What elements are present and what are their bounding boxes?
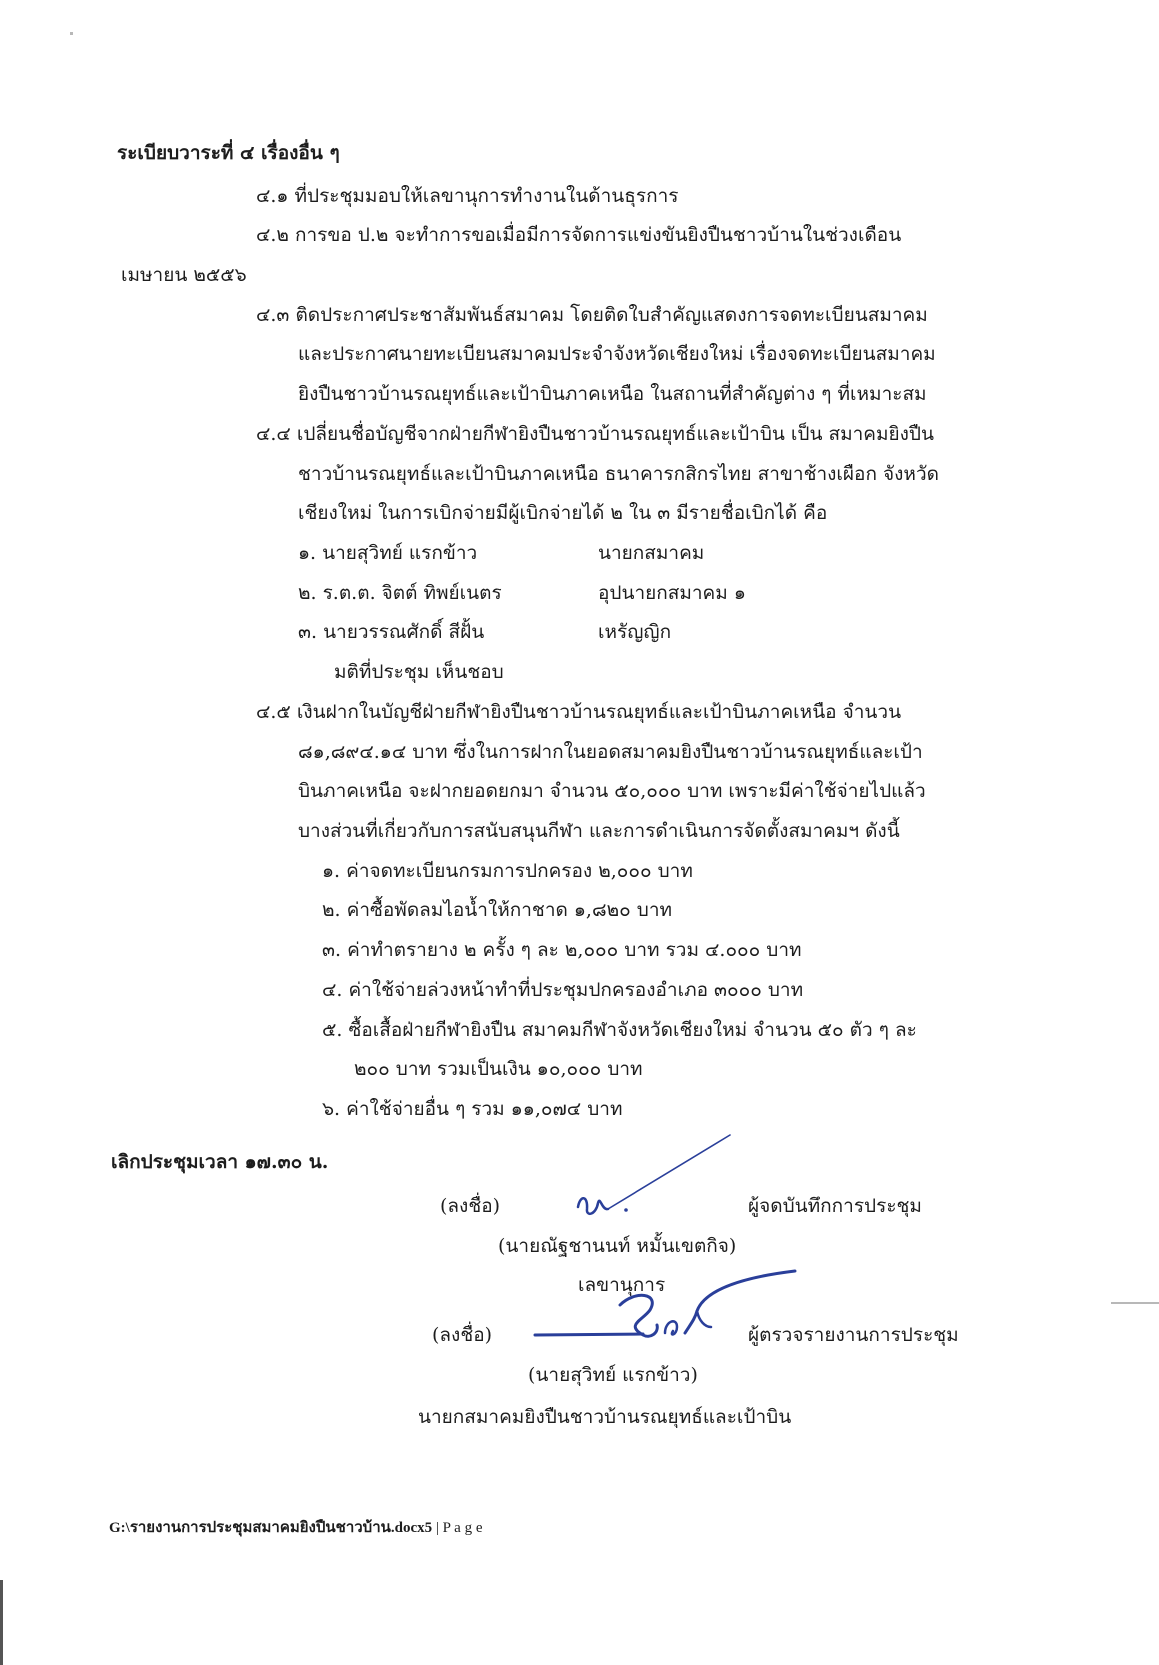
item-4-3-line1: ๔.๓ ติดประกาศประชาสัมพันธ์สมาคม โดยติดใบสำคัญแสดงการจดทะเบียนสมาคม — [256, 304, 928, 326]
recorder-signature — [560, 1125, 740, 1225]
meeting-closing-time: เลิกประชุมเวลา ๑๗.๓๐ น. — [111, 1151, 329, 1173]
recorder-name: (นายณัฐชานนท์ หมั้นเขตกิจ) — [498, 1235, 737, 1257]
agenda-heading: ระเบียบวาระที่ ๔ เรื่องอื่น ๆ — [117, 142, 340, 164]
item-4-5-line2: ๘๑,๘๙๔.๑๔ บาท ซึ่งในการฝากในยอดสมาคมยิงปืนชาวบ้านรณยุทธ์และเป้า — [298, 741, 923, 763]
item-4-4-line2: ชาวบ้านรณยุทธ์และเป้าบินภาคเหนือ ธนาคารกสิกรไทย สาขาช้างเผือก จังหวัด — [298, 463, 939, 485]
reviewer-name: (นายสุวิทย์ แรกข้าว) — [528, 1364, 698, 1386]
scan-speck — [70, 32, 73, 35]
signer-name: ๑. นายสุวิทย์ แรกข้าว — [298, 542, 478, 564]
item-4-5-line1: ๔.๕ เงินฝากในบัญชีฝ่ายกีฬายิงปืนชาวบ้านรณยุทธ์และเป้าบินภาคเหนือ จำนวน — [256, 701, 902, 723]
item-4-3-line3: ยิงปืนชาวบ้านรณยุทธ์และเป้าบินภาคเหนือ ในสถานที่สำคัญต่าง ๆ ที่เหมาะสม — [298, 383, 927, 405]
item-4-2-line1: ๔.๒ การขอ ป.๒ จะทำการขอเมื่อมีการจัดการแข่งขันยิงปืนชาวบ้านในช่วงเดือน — [256, 224, 902, 246]
expense-item: ๓. ค่าทำตรายาง ๒ ครั้ง ๆ ละ ๒,๐๐๐ บาท รวม ๔.๐๐๐ บาท — [322, 939, 802, 961]
item-4-5-line4: บางส่วนที่เกี่ยวกับการสนับสนุนกีฬา และการดำเนินการจัดตั้งสมาคมฯ ดังนี้ — [298, 820, 900, 842]
item-4-4-line3: เชียงใหม่ ในการเบิกจ่ายมีผู้เบิกจ่ายได้ ๒ ใน ๓ มีรายชื่อเบิกได้ คือ — [298, 502, 828, 524]
item-4-2-line2: เมษายน ๒๕๕๖ — [121, 264, 247, 286]
expense-item-continuation: ๒๐๐ บาท รวมเป็นเงิน ๑๐,๐๐๐ บาท — [354, 1058, 643, 1080]
item-4-1: ๔.๑ ที่ประชุมมอบให้เลขานุการทำงานในด้านธุรการ — [256, 185, 679, 207]
expense-item: ๕. ซื้อเสื้อฝ่ายกีฬายิงปืน สมาคมกีฬาจังหวัดเชียงใหม่ จำนวน ๕๐ ตัว ๆ ละ — [322, 1019, 917, 1041]
recorder-role: ผู้จดบันทึกการประชุม — [748, 1195, 922, 1217]
scan-edge-mark — [0, 1580, 3, 1665]
signer-role: อุปนายกสมาคม ๑ — [598, 582, 746, 604]
expense-item: ๑. ค่าจดทะเบียนกรมการปกครอง ๒,๐๐๐ บาท — [322, 860, 693, 882]
scan-edge-mark — [1111, 1302, 1159, 1304]
reviewer-sign-label: (ลงชื่อ) — [432, 1324, 493, 1346]
item-4-4-line1: ๔.๔ เปลี่ยนชื่อบัญชีจากฝ่ายกีฬายิงปืนชาวบ้านรณยุทธ์และเป้าบิน เป็น สมาคมยิงปืน — [256, 423, 934, 445]
signer-role: เหรัญญิก — [598, 621, 672, 643]
footer — [109, 1515, 482, 1539]
footer-page-label: | P a g e — [435, 1520, 483, 1536]
expense-item: ๔. ค่าใช้จ่ายล่วงหน้าทำที่ประชุมปกครองอำเภอ ๓๐๐๐ บาท — [322, 979, 804, 1001]
resolution: มติที่ประชุม เห็นชอบ — [334, 661, 504, 683]
reviewer-role: ผู้ตรวจรายงานการประชุม — [748, 1324, 959, 1346]
item-4-3-line2: และประกาศนายทะเบียนสมาคมประจำจังหวัดเชียงใหม่ เรื่องจดทะเบียนสมาคม — [298, 343, 936, 365]
item-4-5-line3: บินภาคเหนือ จะฝากยอดยกมา จำนวน ๕๐,๐๐๐ บาท เพราะมีค่าใช้จ่ายไปแล้ว — [298, 780, 926, 802]
footer-file-path: G:\รายงานการประชุมสมาคมยิงปืนชาวบ้าน.docx5 — [109, 1520, 433, 1536]
expense-item: ๖. ค่าใช้จ่ายอื่น ๆ รวม ๑๑,๐๗๔ บาท — [322, 1098, 623, 1120]
recorder-title: เลขานุการ — [578, 1274, 666, 1296]
signer-name: ๒. ร.ต.ต. จิตต์ ทิพย์เนตร — [298, 582, 502, 604]
signer-role: นายกสมาคม — [598, 542, 705, 564]
reviewer-title: นายกสมาคมยิงปืนชาวบ้านรณยุทธ์และเป้าบิน — [418, 1406, 792, 1428]
recorder-sign-label: (ลงชื่อ) — [440, 1195, 501, 1217]
expense-item: ๒. ค่าซื้อพัดลมไอน้ำให้กาชาด ๑,๘๒๐ บาท — [322, 899, 673, 921]
signer-name: ๓. นายวรรณศักดิ์ สีฝั้น — [298, 621, 485, 643]
